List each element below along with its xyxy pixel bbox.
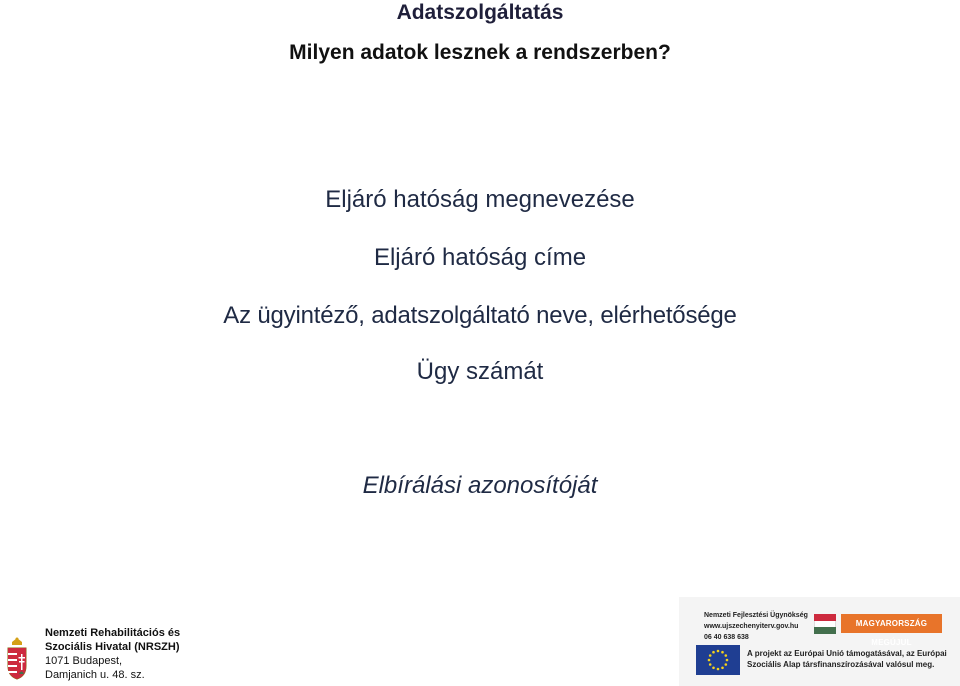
slide-subtitle: Milyen adatok lesznek a rendszerben?	[289, 41, 671, 64]
eu-notice-line: A projekt az Európai Unió támogatásával, az Európai	[747, 649, 947, 658]
list-item: Elbírálási azonosítóját	[362, 472, 598, 499]
org-line: Nemzeti Rehabilitációs és	[45, 627, 181, 639]
list-item: Eljáró hatóság megnevezése	[325, 186, 635, 213]
hungarian-flag-icon	[814, 614, 836, 634]
eu-flag-icon	[696, 645, 740, 675]
agency-name: Nemzeti Fejlesztési Ügynökség	[704, 612, 808, 619]
funding-banner	[679, 597, 960, 686]
organization-address	[45, 626, 180, 682]
agency-phone: 06 40 638 638	[704, 634, 749, 641]
org-line: 1071 Budapest,	[45, 655, 123, 667]
campaign-badge: MAGYARORSZÁG MEGÚJUL	[841, 614, 942, 633]
org-line: Szociális Hivatal (NRSZH)	[45, 641, 180, 653]
eu-notice-line: Szociális Alap társfinanszírozásával valósul meg.	[747, 660, 935, 669]
coat-of-arms-icon	[5, 636, 29, 680]
org-line: Damjanich u. 48. sz.	[45, 669, 145, 681]
list-item: Ügy számát	[416, 358, 544, 385]
eu-notice	[747, 648, 947, 670]
list-item: Az ügyintéző, adatszolgáltató neve, elérhetősége	[223, 302, 737, 329]
agency-web: www.ujszechenyiterv.gov.hu	[704, 623, 799, 630]
slide-title: Adatszolgáltatás	[396, 1, 564, 24]
agency-info	[704, 610, 808, 643]
list-item: Eljáró hatóság címe	[373, 244, 587, 271]
